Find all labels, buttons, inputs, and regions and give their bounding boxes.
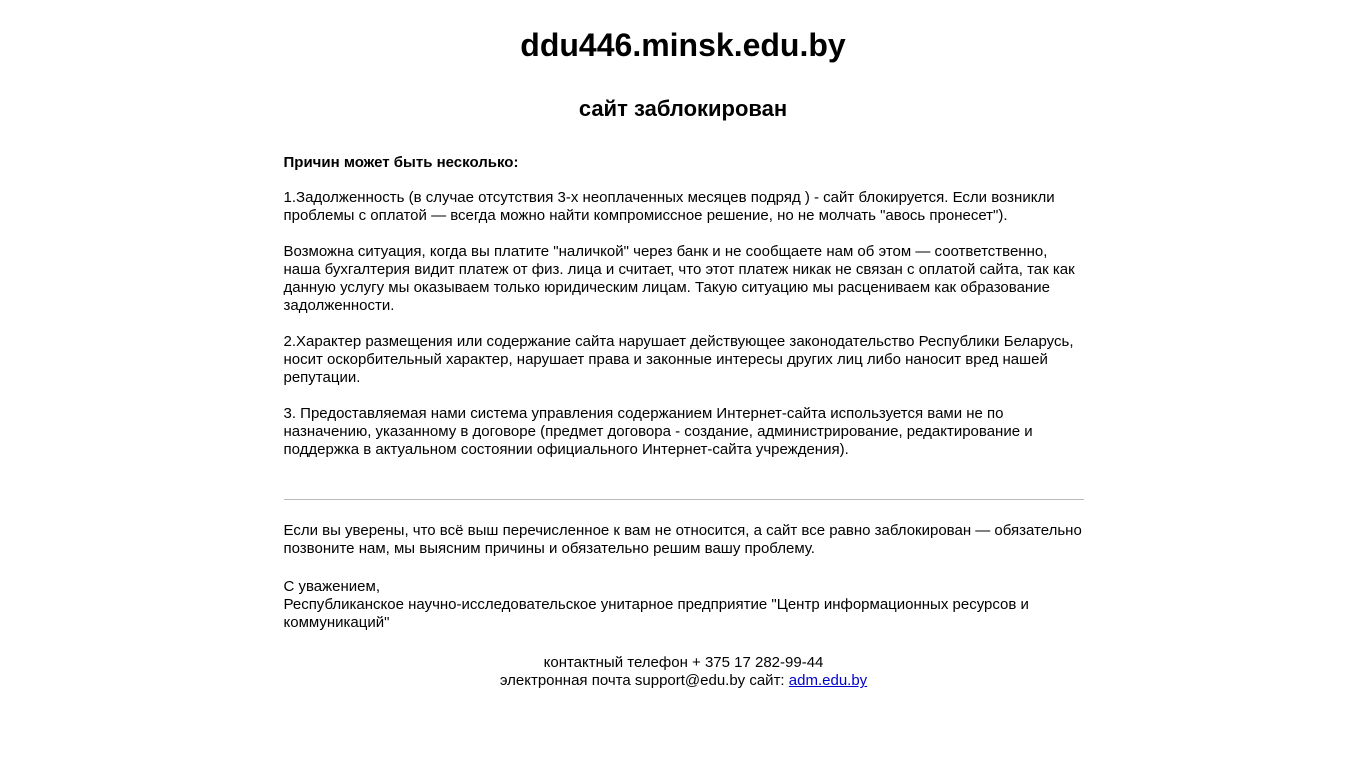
signature: [284, 578, 1084, 632]
reason-item-3: 3. Предоставляемая нами система управления содержанием Интернет-сайта используется вами не по назначению, указанному в договоре (предмет договора - создание, администрирование, редактирование и поддержка в актуальном состоянии официального Интернет-сайта учреждения).: [283, 405, 1033, 459]
reasons-heading: Причин может быть несколько:: [283, 154, 519, 172]
footer-note: Если вы уверены, что всё выш перечисленное к вам не относится, а сайт все равно заблокирован — обязательно позвоните нам, мы выясним причины и обязательно решим вашу проблему.: [283, 522, 1082, 558]
reason-item-1-note: Возможна ситуация, когда вы платите "наличкой" через банк и не сообщаете нам об этом — соответственно, наша бухгалтерия видит платеж от физ. лица и считает, что этот платеж никак не связан с оплатой сайта, так как данную услугу мы оказываем только юридическим лицам. Такую ситуацию мы расцениваем как образование задолженности.: [283, 243, 1075, 315]
contacts: [284, 654, 1084, 690]
page-title: ddu446.minsk.edu.by: [520, 27, 846, 63]
contact-email: электронная почта support@edu.by сайт:: [499, 672, 785, 690]
signature-line-1: С уважением,: [283, 578, 381, 596]
reason-item-2: 2.Характер размещения или содержание сайта нарушает действующее законодательство Республики Беларусь, носит оскорбительный характер, нарушает права и законные интересы других лиц либо наносит вред нашей репутации.: [283, 333, 1074, 387]
reason-item-1: 1.Задолженность (в случае отсутствия 3-х неоплаченных месяцев подряд ) - сайт блокируется. Если возникли проблемы с оплатой — всегда можно найти компромиссное решение, но не молчать "авось пронесет").: [283, 189, 1055, 225]
signature-line-2: Республиканское научно-исследовательское унитарное предприятие "Центр информационных ресурсов и коммуникаций": [283, 596, 1029, 632]
block-status-heading: сайт заблокирован: [578, 96, 788, 122]
adm-site-link[interactable]: adm.edu.by: [788, 672, 868, 690]
contact-phone: контактный телефон + 375 17 282-99-44: [543, 654, 824, 672]
section-divider: [284, 499, 1084, 500]
content-area: [283, 154, 1084, 690]
